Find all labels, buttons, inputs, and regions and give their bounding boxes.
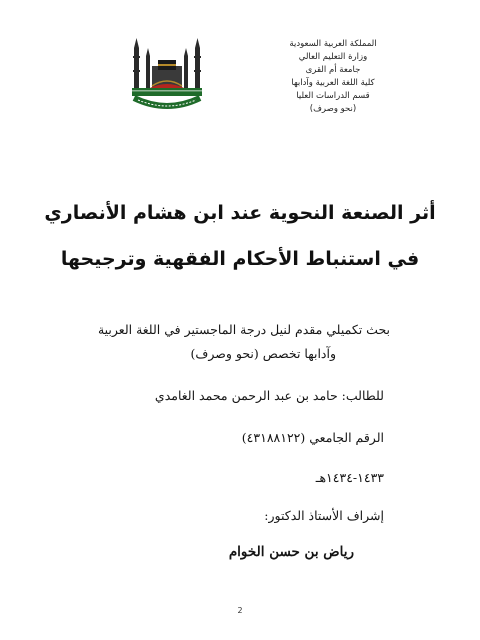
page-number: 2 [237, 606, 243, 615]
header-line-university: جامعة أم القرى [305, 65, 361, 75]
supervision-label: إشراف الأستاذ الدكتور: [264, 508, 384, 523]
institution-header [268, 38, 398, 116]
student-name: للطالب: حامد بن عبد الرحمن محمد الغامدي [154, 388, 384, 403]
header-line-department: قسم الدراسات العليا [296, 91, 370, 101]
thesis-title-line-2: في استنباط الأحكام الفقهية وترجيحها [60, 248, 420, 270]
thesis-title-line-1: أثر الصنعة النحوية عند ابن هشام الأنصاري [44, 202, 436, 224]
purpose-line-1: بحث تكميلي مقدم لنيل درجة الماجستير في اللغة العربية [97, 322, 390, 337]
header-line-specialty: (نحو وصرف) [309, 104, 357, 114]
university-seal-icon [128, 34, 206, 116]
header-line-ministry: وزارة التعليم العالي [298, 52, 368, 62]
purpose-line-2: وآدابها تخصص (نحو وصرف) [190, 346, 336, 361]
supervisor-name: رياض بن حسن الخوام [228, 544, 354, 560]
academic-year: ١٤٣٣-١٤٣٤هـ [315, 470, 384, 485]
header-line-country: المملكة العربية السعودية [289, 39, 377, 49]
thesis-title [40, 190, 440, 282]
header-line-college: كلية اللغة العربية وآدابها [291, 78, 375, 88]
student-id: الرقم الجامعي (٤٣١٨٨١٢٢) [241, 430, 384, 445]
